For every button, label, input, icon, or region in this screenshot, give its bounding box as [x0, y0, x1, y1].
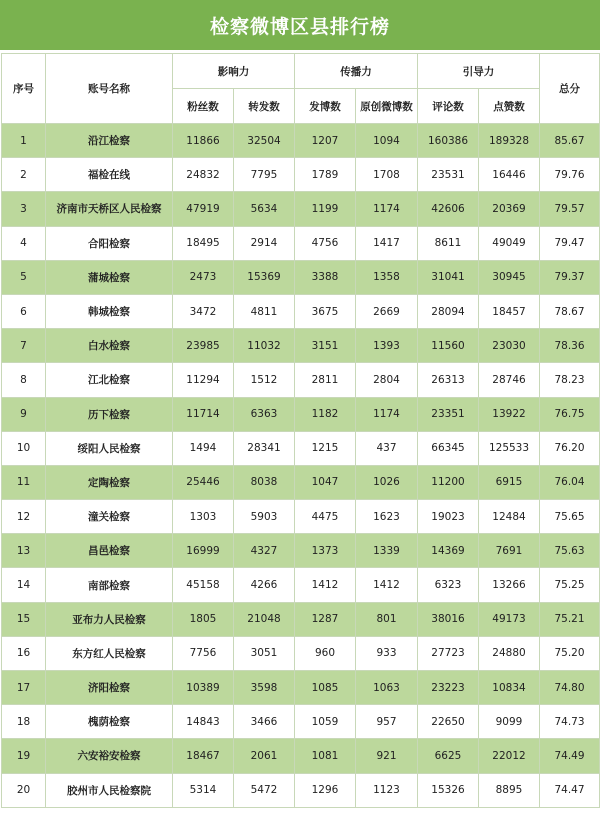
- cell-posts: 3388: [295, 260, 356, 294]
- cell-fans: 11866: [173, 124, 234, 158]
- cell-reposts: 6363: [234, 397, 295, 431]
- cell-total: 76.04: [540, 465, 600, 499]
- table-row: [2, 124, 600, 158]
- cell-reposts: 2914: [234, 226, 295, 260]
- cell-rank: 20: [2, 773, 46, 807]
- cell-likes: 16446: [479, 158, 540, 192]
- cell-original: 1393: [356, 329, 418, 363]
- cell-total: 75.65: [540, 500, 600, 534]
- cell-original: 1063: [356, 671, 418, 705]
- cell-posts: 1287: [295, 602, 356, 636]
- cell-fans: 1805: [173, 602, 234, 636]
- cell-posts: 1047: [295, 465, 356, 499]
- header-account: 账号名称: [46, 54, 173, 124]
- cell-posts: 1215: [295, 431, 356, 465]
- cell-posts: 1182: [295, 397, 356, 431]
- cell-fans: 10389: [173, 671, 234, 705]
- cell-likes: 12484: [479, 500, 540, 534]
- cell-original: 921: [356, 739, 418, 773]
- cell-comments: 31041: [418, 260, 479, 294]
- cell-posts: 1081: [295, 739, 356, 773]
- cell-account: 绥阳人民检察: [46, 431, 173, 465]
- cell-comments: 26313: [418, 363, 479, 397]
- table-row: [2, 260, 600, 294]
- cell-comments: 38016: [418, 602, 479, 636]
- cell-original: 437: [356, 431, 418, 465]
- cell-total: 75.20: [540, 636, 600, 670]
- cell-account: 济阳检察: [46, 671, 173, 705]
- table-row: [2, 534, 600, 568]
- cell-total: 74.49: [540, 739, 600, 773]
- cell-likes: 49173: [479, 602, 540, 636]
- cell-likes: 7691: [479, 534, 540, 568]
- cell-posts: 1373: [295, 534, 356, 568]
- cell-posts: 4475: [295, 500, 356, 534]
- cell-rank: 2: [2, 158, 46, 192]
- cell-likes: 22012: [479, 739, 540, 773]
- cell-rank: 14: [2, 568, 46, 602]
- table-row: [2, 329, 600, 363]
- cell-rank: 10: [2, 431, 46, 465]
- cell-original: 1708: [356, 158, 418, 192]
- cell-total: 79.37: [540, 260, 600, 294]
- cell-account: 昌邑检察: [46, 534, 173, 568]
- cell-rank: 18: [2, 705, 46, 739]
- cell-likes: 30945: [479, 260, 540, 294]
- cell-reposts: 4266: [234, 568, 295, 602]
- cell-rank: 9: [2, 397, 46, 431]
- cell-comments: 6323: [418, 568, 479, 602]
- cell-rank: 15: [2, 602, 46, 636]
- header-total: 总分: [540, 54, 600, 124]
- cell-comments: 11200: [418, 465, 479, 499]
- cell-posts: 2811: [295, 363, 356, 397]
- cell-original: 1412: [356, 568, 418, 602]
- cell-reposts: 8038: [234, 465, 295, 499]
- cell-reposts: 3598: [234, 671, 295, 705]
- cell-total: 78.67: [540, 294, 600, 328]
- table-row: [2, 705, 600, 739]
- cell-comments: 11560: [418, 329, 479, 363]
- cell-account: 槐荫检察: [46, 705, 173, 739]
- table-row: [2, 363, 600, 397]
- cell-total: 76.20: [540, 431, 600, 465]
- cell-likes: 49049: [479, 226, 540, 260]
- cell-posts: 1085: [295, 671, 356, 705]
- cell-account: 济南市天桥区人民检察: [46, 192, 173, 226]
- cell-rank: 7: [2, 329, 46, 363]
- cell-total: 79.57: [540, 192, 600, 226]
- header-posts: 发博数: [295, 89, 356, 124]
- cell-rank: 17: [2, 671, 46, 705]
- cell-likes: 23030: [479, 329, 540, 363]
- table-row: [2, 636, 600, 670]
- table-row: [2, 773, 600, 807]
- header-fans: 粉丝数: [173, 89, 234, 124]
- cell-likes: 13266: [479, 568, 540, 602]
- header-rank: 序号: [2, 54, 46, 124]
- cell-likes: 125533: [479, 431, 540, 465]
- cell-likes: 20369: [479, 192, 540, 226]
- cell-rank: 4: [2, 226, 46, 260]
- ranking-table-body: [2, 124, 600, 808]
- table-row: [2, 739, 600, 773]
- cell-reposts: 5472: [234, 773, 295, 807]
- cell-account: 南部检察: [46, 568, 173, 602]
- cell-reposts: 7795: [234, 158, 295, 192]
- table-row: [2, 294, 600, 328]
- header-guide: 引导力: [418, 54, 540, 89]
- cell-original: 1026: [356, 465, 418, 499]
- cell-posts: 1059: [295, 705, 356, 739]
- cell-total: 79.47: [540, 226, 600, 260]
- cell-rank: 1: [2, 124, 46, 158]
- table-row: [2, 192, 600, 226]
- cell-total: 85.67: [540, 124, 600, 158]
- table-row: [2, 431, 600, 465]
- cell-comments: 66345: [418, 431, 479, 465]
- page-title: 检察微博区县排行榜: [0, 0, 600, 50]
- cell-comments: 23351: [418, 397, 479, 431]
- cell-rank: 13: [2, 534, 46, 568]
- cell-account: 合阳检察: [46, 226, 173, 260]
- cell-reposts: 21048: [234, 602, 295, 636]
- cell-fans: 45158: [173, 568, 234, 602]
- cell-total: 75.63: [540, 534, 600, 568]
- cell-comments: 42606: [418, 192, 479, 226]
- cell-likes: 10834: [479, 671, 540, 705]
- cell-reposts: 1512: [234, 363, 295, 397]
- cell-original: 1123: [356, 773, 418, 807]
- cell-total: 74.80: [540, 671, 600, 705]
- cell-posts: 3151: [295, 329, 356, 363]
- cell-rank: 11: [2, 465, 46, 499]
- cell-account: 白水检察: [46, 329, 173, 363]
- cell-comments: 27723: [418, 636, 479, 670]
- header-original: 原创微博数: [356, 89, 418, 124]
- cell-rank: 19: [2, 739, 46, 773]
- cell-posts: 1207: [295, 124, 356, 158]
- cell-likes: 18457: [479, 294, 540, 328]
- cell-fans: 1494: [173, 431, 234, 465]
- cell-account: 定陶检察: [46, 465, 173, 499]
- table-row: [2, 226, 600, 260]
- cell-account: 沿江检察: [46, 124, 173, 158]
- cell-rank: 6: [2, 294, 46, 328]
- cell-comments: 14369: [418, 534, 479, 568]
- cell-original: 1094: [356, 124, 418, 158]
- cell-likes: 13922: [479, 397, 540, 431]
- cell-total: 75.21: [540, 602, 600, 636]
- cell-posts: 1199: [295, 192, 356, 226]
- cell-likes: 24880: [479, 636, 540, 670]
- cell-rank: 8: [2, 363, 46, 397]
- cell-account: 东方红人民检察: [46, 636, 173, 670]
- cell-posts: 4756: [295, 226, 356, 260]
- table-row: [2, 158, 600, 192]
- cell-original: 2669: [356, 294, 418, 328]
- table-row: [2, 671, 600, 705]
- cell-likes: 6915: [479, 465, 540, 499]
- cell-likes: 9099: [479, 705, 540, 739]
- cell-fans: 24832: [173, 158, 234, 192]
- cell-fans: 11714: [173, 397, 234, 431]
- cell-total: 74.73: [540, 705, 600, 739]
- cell-posts: 3675: [295, 294, 356, 328]
- cell-account: 历下检察: [46, 397, 173, 431]
- cell-posts: 1789: [295, 158, 356, 192]
- cell-reposts: 28341: [234, 431, 295, 465]
- cell-account: 江北检察: [46, 363, 173, 397]
- cell-reposts: 4327: [234, 534, 295, 568]
- cell-total: 74.47: [540, 773, 600, 807]
- cell-comments: 8611: [418, 226, 479, 260]
- cell-original: 1358: [356, 260, 418, 294]
- cell-fans: 3472: [173, 294, 234, 328]
- cell-original: 1174: [356, 397, 418, 431]
- cell-fans: 23985: [173, 329, 234, 363]
- cell-rank: 12: [2, 500, 46, 534]
- cell-comments: 15326: [418, 773, 479, 807]
- cell-reposts: 3051: [234, 636, 295, 670]
- cell-fans: 11294: [173, 363, 234, 397]
- cell-total: 79.76: [540, 158, 600, 192]
- cell-reposts: 15369: [234, 260, 295, 294]
- cell-reposts: 11032: [234, 329, 295, 363]
- cell-original: 1174: [356, 192, 418, 226]
- cell-comments: 23223: [418, 671, 479, 705]
- header-likes: 点赞数: [479, 89, 540, 124]
- table-row: [2, 500, 600, 534]
- cell-posts: 1296: [295, 773, 356, 807]
- cell-original: 801: [356, 602, 418, 636]
- cell-fans: 16999: [173, 534, 234, 568]
- header-comments: 评论数: [418, 89, 479, 124]
- cell-likes: 28746: [479, 363, 540, 397]
- table-row: [2, 397, 600, 431]
- header-spread: 传播力: [295, 54, 418, 89]
- table-row: [2, 465, 600, 499]
- cell-original: 1417: [356, 226, 418, 260]
- cell-posts: 1412: [295, 568, 356, 602]
- cell-rank: 5: [2, 260, 46, 294]
- cell-account: 潼关检察: [46, 500, 173, 534]
- cell-account: 韩城检察: [46, 294, 173, 328]
- cell-account: 胶州市人民检察院: [46, 773, 173, 807]
- table-row: [2, 602, 600, 636]
- table-row: [2, 568, 600, 602]
- cell-fans: 5314: [173, 773, 234, 807]
- cell-total: 78.36: [540, 329, 600, 363]
- cell-account: 六安裕安检察: [46, 739, 173, 773]
- cell-reposts: 5903: [234, 500, 295, 534]
- cell-reposts: 32504: [234, 124, 295, 158]
- cell-original: 1339: [356, 534, 418, 568]
- cell-account: 亚布力人民检察: [46, 602, 173, 636]
- cell-reposts: 3466: [234, 705, 295, 739]
- cell-total: 75.25: [540, 568, 600, 602]
- cell-fans: 18467: [173, 739, 234, 773]
- cell-comments: 19023: [418, 500, 479, 534]
- cell-original: 1623: [356, 500, 418, 534]
- cell-fans: 47919: [173, 192, 234, 226]
- cell-fans: 1303: [173, 500, 234, 534]
- cell-comments: 6625: [418, 739, 479, 773]
- cell-reposts: 2061: [234, 739, 295, 773]
- cell-total: 76.75: [540, 397, 600, 431]
- cell-fans: 14843: [173, 705, 234, 739]
- cell-reposts: 4811: [234, 294, 295, 328]
- cell-comments: 28094: [418, 294, 479, 328]
- cell-likes: 189328: [479, 124, 540, 158]
- cell-fans: 18495: [173, 226, 234, 260]
- ranking-table: [1, 53, 600, 808]
- header-reposts: 转发数: [234, 89, 295, 124]
- cell-rank: 3: [2, 192, 46, 226]
- cell-fans: 2473: [173, 260, 234, 294]
- cell-original: 933: [356, 636, 418, 670]
- cell-account: 蒲城检察: [46, 260, 173, 294]
- cell-comments: 160386: [418, 124, 479, 158]
- cell-reposts: 5634: [234, 192, 295, 226]
- cell-posts: 960: [295, 636, 356, 670]
- cell-comments: 23531: [418, 158, 479, 192]
- cell-fans: 7756: [173, 636, 234, 670]
- cell-original: 2804: [356, 363, 418, 397]
- cell-comments: 22650: [418, 705, 479, 739]
- cell-fans: 25446: [173, 465, 234, 499]
- cell-rank: 16: [2, 636, 46, 670]
- cell-total: 78.23: [540, 363, 600, 397]
- cell-original: 957: [356, 705, 418, 739]
- cell-likes: 8895: [479, 773, 540, 807]
- header-influence: 影响力: [173, 54, 295, 89]
- cell-account: 福检在线: [46, 158, 173, 192]
